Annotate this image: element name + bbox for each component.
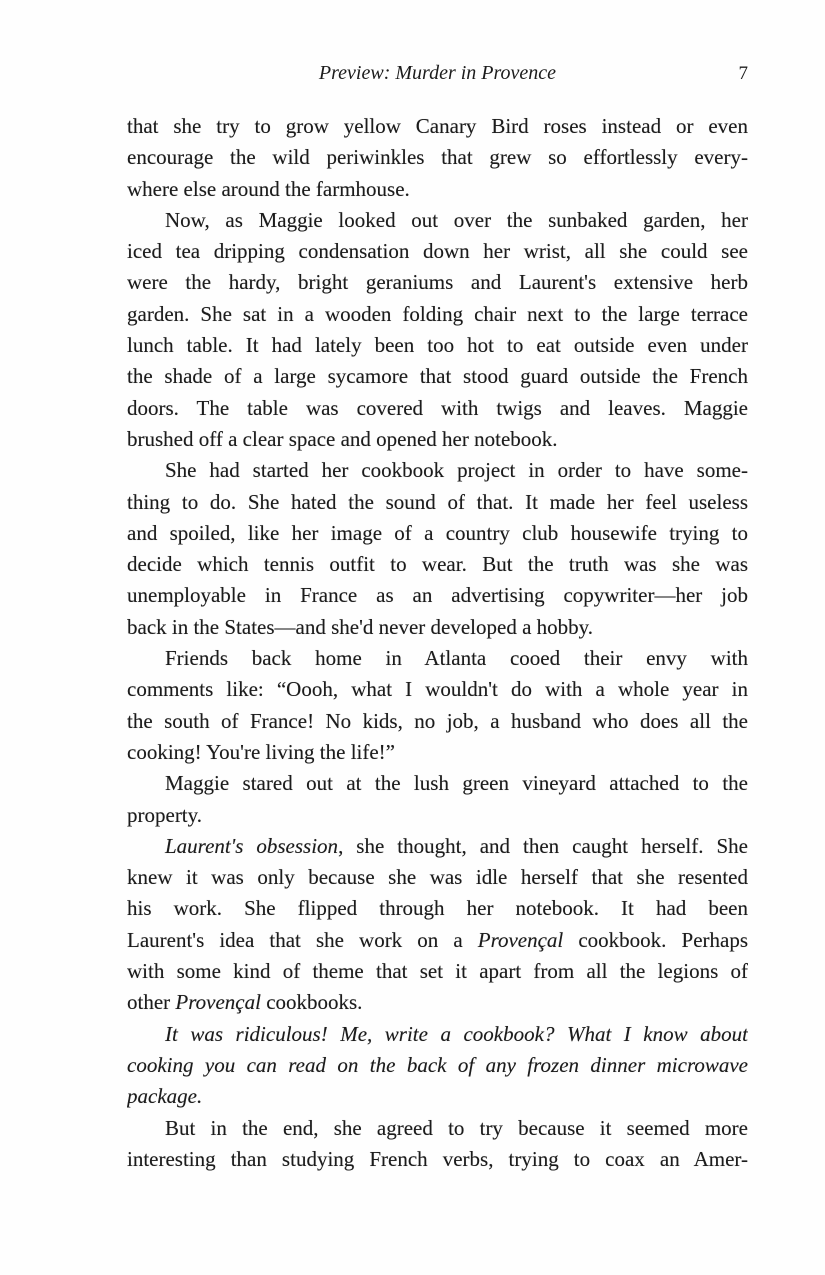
text-segment: his work. She flipped through her notebook. It had been xyxy=(127,896,748,921)
text-line xyxy=(127,706,748,737)
paragraph xyxy=(127,643,748,768)
text-segment: property. xyxy=(127,802,203,827)
text-line xyxy=(127,800,748,831)
text-segment: cookbook. Perhaps xyxy=(563,927,748,952)
text-segment: the south of France! No kids, no job, a husband who does all the xyxy=(127,708,748,733)
text-line xyxy=(127,580,748,611)
paragraph xyxy=(127,1113,748,1176)
text-segment: cookbooks. xyxy=(260,990,363,1015)
text-line xyxy=(127,956,748,987)
text-line xyxy=(127,925,748,956)
text-line xyxy=(127,174,748,205)
page-body xyxy=(127,111,748,1175)
text-line xyxy=(127,862,748,893)
text-segment: the shade of a large sycamore that stood guard outside the French xyxy=(127,364,748,389)
text-segment: other xyxy=(127,990,176,1015)
text-line xyxy=(127,674,748,705)
text-line xyxy=(127,768,748,799)
text-segment: back in the States—and she'd never developed a hobby. xyxy=(127,614,594,639)
text-line xyxy=(127,267,748,298)
text-line xyxy=(127,893,748,924)
text-line xyxy=(127,831,748,862)
text-segment: encourage the wild periwinkles that grew so effortlessly every- xyxy=(127,145,748,170)
text-segment: But in the end, she agreed to try because it seemed more xyxy=(165,1115,748,1140)
text-line xyxy=(127,111,748,142)
text-line xyxy=(127,987,748,1018)
text-line xyxy=(127,1113,748,1144)
text-line xyxy=(127,424,748,455)
paragraph xyxy=(127,111,748,205)
text-segment: doors. The table was covered with twigs and leaves. Maggie xyxy=(127,395,748,420)
text-segment: cooking! You're living the life!” xyxy=(127,739,395,764)
text-line xyxy=(127,737,748,768)
text-line xyxy=(127,487,748,518)
text-segment: Maggie stared out at the lush green vineyard attached to the xyxy=(165,771,748,796)
text-line xyxy=(127,236,748,267)
italic-text-segment: Laurent's obsession xyxy=(165,833,339,858)
text-line xyxy=(127,393,748,424)
text-segment: brushed off a clear space and opened her notebook. xyxy=(127,426,558,451)
text-segment: were the hardy, bright geraniums and Laurent's extensive herb xyxy=(127,270,748,295)
italic-text-segment: Provençal xyxy=(477,927,564,952)
paragraph xyxy=(127,768,748,831)
text-segment: with some kind of theme that set it apart from all the legions of xyxy=(127,959,748,984)
text-segment: , she thought, and then caught herself. She xyxy=(338,833,748,858)
text-line xyxy=(127,361,748,392)
text-line xyxy=(127,1019,748,1050)
text-line xyxy=(127,1050,748,1081)
italic-text-segment: It was ridiculous! Me, write a cookbook? What I know about xyxy=(165,1021,748,1046)
text-line xyxy=(127,1144,748,1175)
text-segment: comments like: “Oooh, what I wouldn't do with a whole year in xyxy=(127,677,748,702)
text-segment: lunch table. It had lately been too hot to eat outside even under xyxy=(127,333,748,358)
text-segment: unemployable in France as an advertising copywriter—her job xyxy=(127,583,748,608)
text-line xyxy=(127,549,748,580)
text-segment: that she try to grow yellow Canary Bird roses instead or even xyxy=(127,114,748,138)
page-number: 7 xyxy=(738,63,748,84)
text-line xyxy=(127,455,748,486)
text-segment: Now, as Maggie looked out over the sunbaked garden, her xyxy=(165,207,748,232)
text-line xyxy=(127,518,748,549)
text-segment: Friends back home in Atlanta cooed their envy with xyxy=(165,646,748,671)
text-line xyxy=(127,330,748,361)
text-segment: garden. She sat in a wooden folding chair next to the large terrace xyxy=(127,301,748,326)
text-segment: decide which tennis outfit to wear. But the truth was she was xyxy=(127,552,748,577)
running-header-title: Preview: Murder in Provence xyxy=(318,62,557,84)
text-line xyxy=(127,299,748,330)
text-segment: where else around the farmhouse. xyxy=(127,176,410,201)
paragraph xyxy=(127,831,748,1019)
text-line xyxy=(127,612,748,643)
text-segment: She had started her cookbook project in order to have some- xyxy=(165,458,748,483)
text-line xyxy=(127,142,748,173)
text-segment: iced tea dripping condensation down her wrist, all she could see xyxy=(127,239,748,264)
running-header xyxy=(127,61,748,87)
text-line xyxy=(127,1081,748,1112)
paragraph xyxy=(127,455,748,643)
italic-text-segment: cooking you can read on the back of any frozen dinner microwave xyxy=(127,1052,748,1077)
italic-text-segment: Provençal xyxy=(175,990,261,1015)
text-segment: knew it was only because she was idle herself that she resented xyxy=(127,865,748,890)
text-line xyxy=(127,643,748,674)
paragraph xyxy=(127,1019,748,1113)
italic-text-segment: package. xyxy=(127,1084,203,1109)
text-segment: Laurent's idea that she work on a xyxy=(127,927,478,952)
text-segment: thing to do. She hated the sound of that. It made her feel useless xyxy=(127,489,748,514)
text-segment: and spoiled, like her image of a country club housewife trying to xyxy=(127,520,748,545)
paragraph xyxy=(127,205,748,455)
text-segment: interesting than studying French verbs, trying to coax an Amer- xyxy=(127,1146,748,1171)
text-line xyxy=(127,205,748,236)
